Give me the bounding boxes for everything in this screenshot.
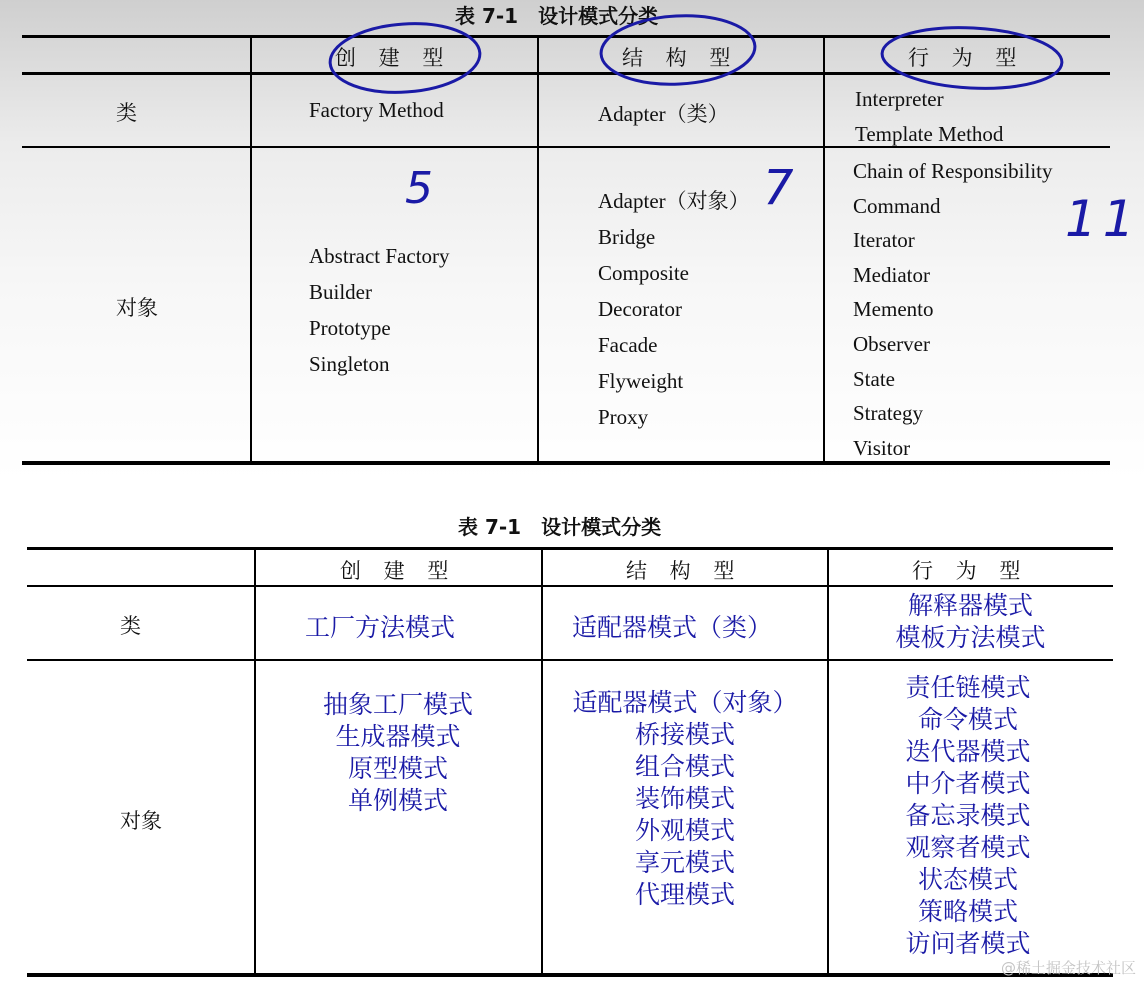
circle-annotation — [328, 19, 482, 97]
cell-list — [828, 672, 1108, 960]
header-structural: 结 构 型 — [626, 559, 743, 583]
handwritten-count-behavioral: 11 — [1065, 190, 1141, 248]
cell-text: 迭代器模式 — [905, 737, 1031, 766]
cell-text: Proxy — [598, 405, 649, 429]
cell-text: Decorator — [598, 297, 682, 321]
table-title: 表 7-1 设计模式分类 — [455, 4, 659, 28]
cell-text: 单例模式 — [347, 786, 448, 815]
cell-text: 模板方法模式 — [895, 623, 1046, 652]
cell-text: 中介者模式 — [905, 769, 1031, 798]
handwritten-circles — [0, 0, 1144, 480]
cell-text: 装饰模式 — [634, 784, 735, 813]
cell-text: 责任链模式 — [905, 673, 1031, 702]
row-label-class: 类 — [120, 614, 141, 638]
cell-text: 解释器模式 — [907, 591, 1033, 620]
cell-text: Memento — [853, 297, 934, 322]
cell-text: Factory Method — [309, 98, 444, 122]
divider — [27, 547, 1113, 550]
original-table-photo — [0, 0, 1144, 480]
cell-text: 生成器模式 — [335, 722, 461, 751]
cell-text: 工厂方法模式 — [305, 613, 456, 642]
cell-text: 外观模式 — [634, 816, 735, 845]
table-title: 表 7-1 设计模式分类 — [458, 515, 662, 539]
cell-text: Command — [853, 193, 941, 218]
watermark: @稀土掘金技术社区 — [1000, 959, 1136, 977]
header-behavioral: 行 为 型 — [912, 559, 1029, 583]
divider — [27, 973, 1113, 977]
cell-text: Iterator — [853, 228, 915, 253]
cell-text: Visitor — [853, 435, 911, 460]
cell-list — [828, 590, 1113, 654]
cell-text: Prototype — [309, 316, 391, 340]
row-label-object: 对象 — [116, 296, 158, 320]
cell-text: 抽象工厂模式 — [322, 690, 473, 719]
cell-text: 访问者模式 — [905, 929, 1031, 958]
cell-text: Template Method — [855, 122, 1004, 146]
cell-text: 适配器模式（对象） — [572, 688, 798, 717]
circle-annotation — [599, 12, 756, 88]
row-label-class: 类 — [116, 101, 137, 125]
cell-text: Adapter（类） — [598, 102, 729, 126]
cell-text: Flyweight — [598, 369, 684, 393]
cell-text: 适配器模式（类） — [572, 613, 773, 642]
cell-text: Abstract Factory — [309, 244, 450, 268]
cell-text: Adapter（对象） — [598, 189, 750, 213]
cell-text: Strategy — [853, 401, 923, 426]
circle-annotation — [881, 23, 1064, 92]
cell-text: Observer — [853, 331, 930, 356]
header-behavioral: 行 为 型 — [908, 46, 1025, 70]
cell-text: Chain of Responsibility — [853, 159, 1053, 183]
header-creational: 创 建 型 — [340, 559, 457, 583]
cell-text: Bridge — [598, 225, 656, 249]
cell-text: 备忘录模式 — [905, 801, 1031, 830]
cell-text: 代理模式 — [634, 880, 735, 909]
cell-text: 享元模式 — [634, 848, 735, 877]
row-label-object: 对象 — [120, 809, 162, 833]
cell-text: Interpreter — [855, 87, 944, 111]
handwritten-count-structural: 7 — [763, 160, 794, 216]
cell-list — [542, 687, 828, 911]
divider — [27, 585, 1113, 587]
cell-list — [255, 689, 541, 817]
cell-text: Mediator — [853, 262, 930, 287]
cell-text: State — [853, 366, 895, 391]
handwritten-count-creational: 5 — [405, 163, 433, 214]
cell-text: 命令模式 — [917, 705, 1018, 734]
cell-text: 原型模式 — [347, 754, 448, 783]
cell-text: 桥接模式 — [634, 720, 735, 749]
cell-text: Builder — [309, 280, 372, 304]
cell-text: Composite — [598, 261, 690, 285]
header-structural: 结 构 型 — [622, 46, 739, 70]
cell-text: 策略模式 — [917, 897, 1018, 926]
cell-text: 观察者模式 — [905, 833, 1031, 862]
header-creational: 创 建 型 — [335, 46, 452, 70]
divider — [27, 659, 1113, 661]
cell-text: Facade — [598, 333, 658, 357]
cell-text: Singleton — [309, 352, 390, 376]
cell-text: 状态模式 — [917, 865, 1018, 894]
cell-text: 组合模式 — [634, 752, 735, 781]
